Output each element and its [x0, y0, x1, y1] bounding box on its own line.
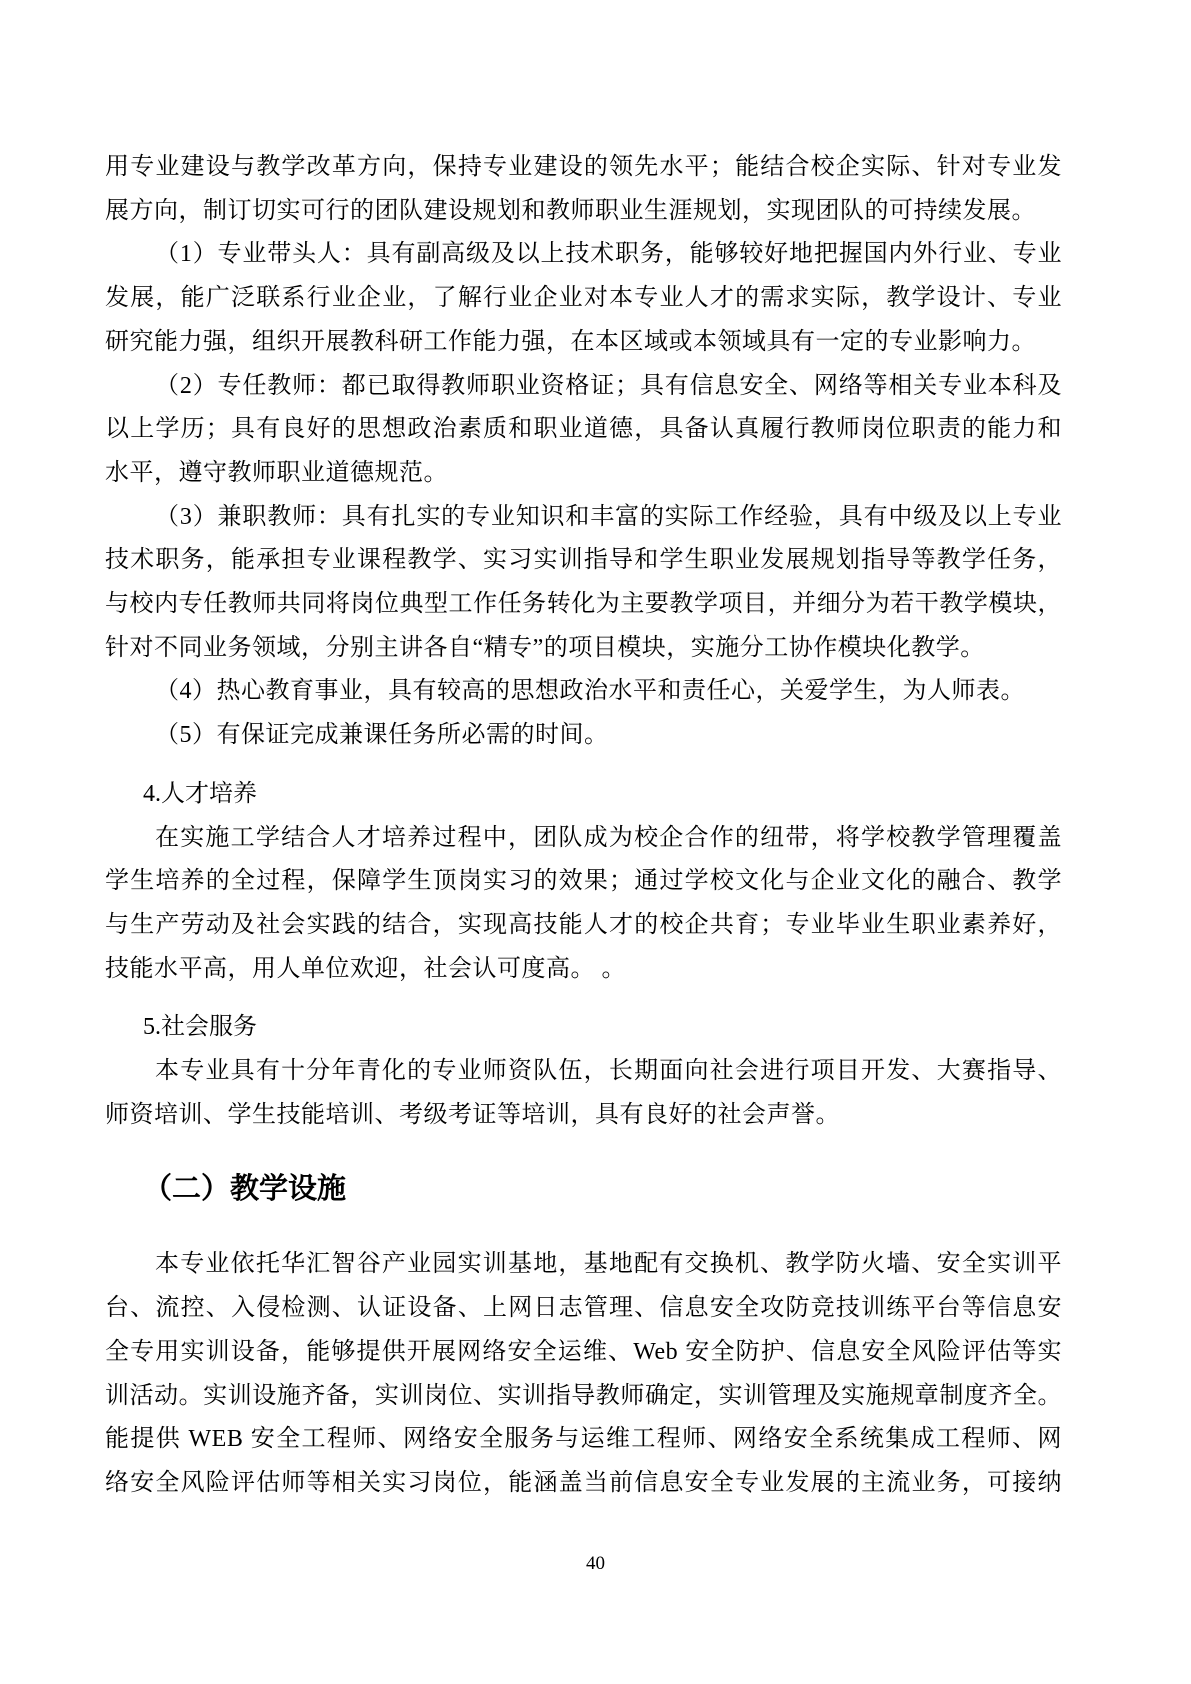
text-line: 与校内专任教师共同将岗位典型工作任务转化为主要教学项目，并细分为若干教学模块， — [105, 591, 1062, 618]
section-heading: （二）教学设施 — [143, 1173, 347, 1206]
document-content — [105, 146, 1062, 1506]
text-line: 在实施工学结合人才培养过程中，团队成为校企合作的纽带，将学校教学管理覆盖 — [155, 824, 1062, 851]
text-line: （4）热心教育事业，具有较高的思想政治水平和责任心，关爱学生，为人师表。 — [155, 678, 1025, 705]
subsection-heading: 5.社会服务 — [143, 1014, 257, 1041]
text-line: 师资培训、学生技能培训、考级考证等培训，具有良好的社会声誉。 — [105, 1101, 840, 1128]
text-line: 技能水平高，用人单位欢迎，社会认可度高。 。 — [105, 955, 626, 982]
text-line: 技术职务，能承担专业课程教学、实习实训指导和学生职业发展规划指导等教学任务， — [105, 547, 1062, 574]
text-line: 学生培养的全过程，保障学生顶岗实习的效果；通过学校文化与企业文化的融合、教学 — [105, 868, 1062, 895]
text-line: （1）专业带头人：具有副高级及以上技术职务，能够较好地把握国内外行业、专业 — [155, 241, 1062, 268]
text-line: 络安全风险评估师等相关实习岗位，能涵盖当前信息安全专业发展的主流业务，可接纳 — [105, 1469, 1062, 1496]
subsection-heading: 4.人才培养 — [143, 780, 257, 807]
text-line: 全专用实训设备，能够提供开展网络安全运维、Web 安全防护、信息安全风险评估等实 — [105, 1338, 1062, 1365]
text-line: 展方向，制订切实可行的团队建设规划和教师职业生涯规划，实现团队的可持续发展。 — [105, 197, 1036, 224]
page-number: 40 — [586, 1553, 605, 1574]
text-line: 水平，遵守教师职业道德规范。 — [105, 459, 448, 486]
text-line: （3）兼职教师：具有扎实的专业知识和丰富的实际工作经验，具有中级及以上专业 — [155, 503, 1062, 530]
text-line: 能提供 WEB 安全工程师、网络安全服务与运维工程师、网络安全系统集成工程师、网 — [105, 1426, 1062, 1453]
text-line: 研究能力强，组织开展教科研工作能力强，在本区域或本领域具有一定的专业影响力。 — [105, 328, 1036, 355]
text-line: 台、流控、入侵检测、认证设备、上网日志管理、信息安全攻防竞技训练平台等信息安 — [105, 1295, 1062, 1322]
text-line: 发展，能广泛联系行业企业，了解行业企业对本专业人才的需求实际，教学设计、专业 — [105, 285, 1062, 312]
text-line: （2）专任教师：都已取得教师职业资格证；具有信息安全、网络等相关专业本科及 — [155, 372, 1062, 399]
text-line: 以上学历；具有良好的思想政治素质和职业道德，具备认真履行教师岗位职责的能力和 — [105, 416, 1062, 443]
text-line: 训活动。实训设施齐备，实训岗位、实训指导教师确定，实训管理及实施规章制度齐全。 — [105, 1382, 1062, 1409]
text-line: 用专业建设与教学改革方向，保持专业建设的领先水平；能结合校企实际、针对专业发 — [105, 154, 1062, 180]
text-line: 本专业具有十分年青化的专业师资队伍，长期面向社会进行项目开发、大赛指导、 — [155, 1058, 1062, 1085]
text-line: 针对不同业务领域，分别主讲各自“精专”的项目模块，实施分工协作模块化教学。 — [105, 634, 985, 661]
text-line: （5）有保证完成兼课任务所必需的时间。 — [155, 722, 609, 749]
text-line: 本专业依托华汇智谷产业园实训基地，基地配有交换机、教学防火墙、安全实训平 — [155, 1251, 1062, 1278]
text-line: 与生产劳动及社会实践的结合，实现高技能人才的校企共育；专业毕业生职业素养好， — [105, 911, 1062, 938]
